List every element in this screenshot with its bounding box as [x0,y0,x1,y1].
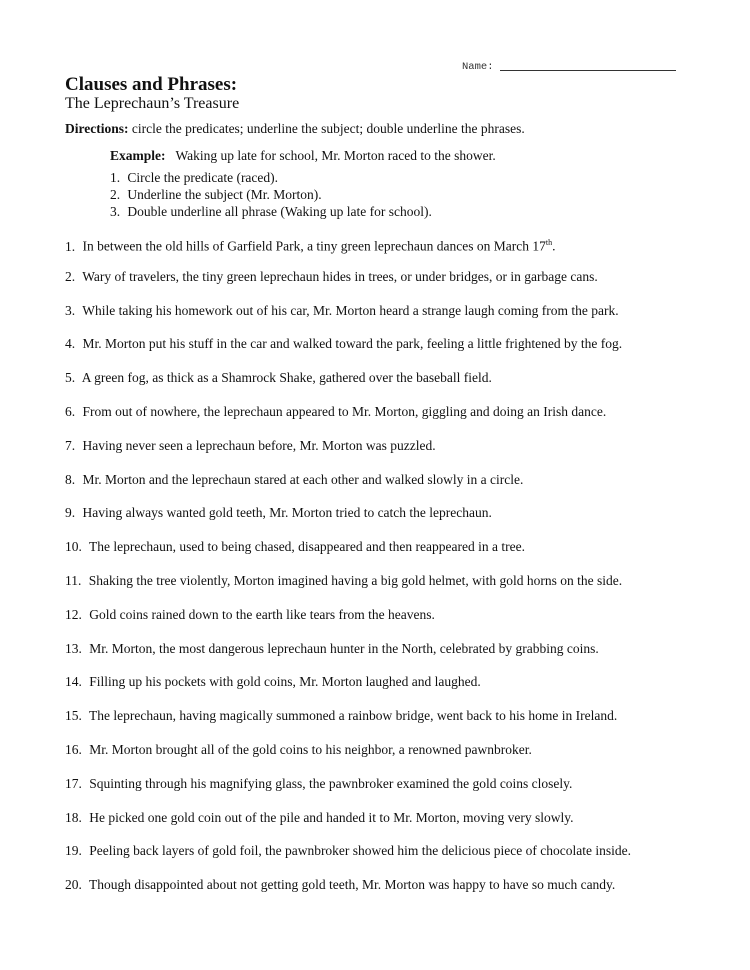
sentence-item [65,605,631,639]
sentence-item [65,267,631,301]
sentence-number: 7. [65,437,76,453]
sentence-item [65,672,631,706]
sentence-text[interactable]: From out of nowhere, the leprechaun appeared to Mr. Morton, giggling and doing an Irish dance. [82,403,607,419]
sentence-item [65,334,631,368]
sentence-text[interactable]: Gold coins rained down to the earth like tears from the heavens. [89,606,435,622]
sentence-text[interactable]: Mr. Morton and the leprechaun stared at each other and walked slowly in a circle. [82,471,524,487]
step-number: 3. [110,204,121,219]
sentence-number: 16. [65,741,82,757]
sentence-text[interactable]: A green fog, as thick as a Shamrock Shake, gathered over the baseball field. [81,370,492,386]
sentence-number: 13. [65,640,82,656]
sentence-item [65,503,631,537]
step-number: 1. [110,170,121,185]
example-step [110,186,432,203]
sentence-text[interactable]: Mr. Morton put his stuff in the car and walked toward the park, feeling a little frightened by the fog. [82,336,623,352]
sentence-text[interactable]: Squinting through his magnifying glass, the pawnbroker examined the gold coins closely. [89,775,573,791]
sentence-text[interactable]: Having never seen a leprechaun before, Mr. Morton was puzzled. [82,437,436,453]
sentence-item [65,233,631,267]
sentence-item [65,301,631,335]
name-blank-line[interactable] [500,60,676,71]
name-label: Name: [462,61,494,73]
sentence-number: 14. [65,674,82,690]
sentence-period: . [552,238,556,254]
sentence-item [65,537,631,571]
sentence-item [65,470,631,504]
sentence-text[interactable]: Having always wanted gold teeth, Mr. Morton tried to catch the leprechaun. [82,505,492,521]
sentence-text[interactable]: Though disappointed about not getting gold teeth, Mr. Morton was happy to have so much candy. [89,877,616,893]
page-title: Clauses and Phrases: [65,74,238,95]
sentence-item [65,639,631,673]
sentence-text[interactable]: Mr. Morton brought all of the gold coins to his neighbor, a renowned pawnbroker. [89,741,532,757]
sentence-number: 17. [65,775,82,791]
sentence-number: 11. [65,572,82,588]
sentence-number: 3. [65,302,76,318]
ordinal-suffix: th [545,238,553,247]
sentence-text[interactable]: He picked one gold coin out of the pile and handed it to Mr. Morton, moving very slowly. [89,809,574,825]
sentence-number: 1. [65,238,76,254]
sentence-number: 5. [65,370,76,386]
sentence-number: 8. [65,471,76,487]
step-text: Circle the predicate (raced). [127,170,279,185]
sentence-text[interactable]: The leprechaun, used to being chased, disappeared and then reappeared in a tree. [89,539,525,555]
sentence-item [65,841,631,875]
step-number: 2. [110,187,121,202]
sentence-text[interactable]: Filling up his pockets with gold coins, Mr. Morton laughed and laughed. [89,674,481,690]
name-field[interactable] [462,60,676,73]
sentence-number: 20. [65,877,82,893]
example-line [110,148,496,164]
sentence-text[interactable]: Wary of travelers, the tiny green leprechaun hides in trees, or under bridges, or in garbage cans. [82,268,598,284]
sentence-text[interactable]: While taking his homework out of his car, Mr. Morton heard a strange laugh coming from the park. [82,302,619,318]
sentence-text[interactable]: Mr. Morton, the most dangerous leprechaun hunter in the North, celebrated by grabbing coins. [89,640,599,656]
step-text: Double underline all phrase (Waking up late for school). [127,204,432,219]
sentence-item [65,740,631,774]
sentence-number: 9. [65,505,76,521]
sentence-text[interactable]: In between the old hills of Garfield Park, a tiny green leprechaun dances on March 17 [82,238,546,254]
sentence-item [65,706,631,740]
example-steps [110,169,432,220]
example-step [110,203,432,220]
sentence-text[interactable]: The leprechaun, having magically summoned a rainbow bridge, went back to his home in Ireland. [89,708,618,724]
sentence-number: 6. [65,403,76,419]
sentence-item [65,402,631,436]
directions-label: Directions: [65,121,129,136]
sentence-item [65,368,631,402]
sentence-item [65,774,631,808]
example-label: Example: [110,148,166,163]
sentence-item [65,571,631,605]
sentence-text[interactable]: Shaking the tree violently, Morton imagined having a big gold helmet, with gold horns on the side. [88,572,623,588]
sentence-item [65,436,631,470]
sentence-text[interactable]: Peeling back layers of gold foil, the pawnbroker showed him the delicious piece of chocolate inside. [89,843,631,859]
sentence-number: 12. [65,606,82,622]
sentence-list [65,233,631,909]
directions [65,121,525,137]
sentence-item [65,875,631,909]
sentence-number: 4. [65,336,76,352]
page-subtitle: The Leprechaun’s Treasure [65,95,240,112]
directions-text: circle the predicates; underline the subject; double underline the phrases. [128,121,525,136]
sentence-number: 2. [65,268,76,284]
example-sentence: Waking up late for school, Mr. Morton raced to the shower. [175,148,496,163]
sentence-number: 15. [65,708,82,724]
step-text: Underline the subject (Mr. Morton). [127,187,322,202]
sentence-item [65,808,631,842]
sentence-number: 10. [65,539,82,555]
sentence-number: 18. [65,809,82,825]
sentence-number: 19. [65,843,82,859]
example-step [110,169,432,186]
